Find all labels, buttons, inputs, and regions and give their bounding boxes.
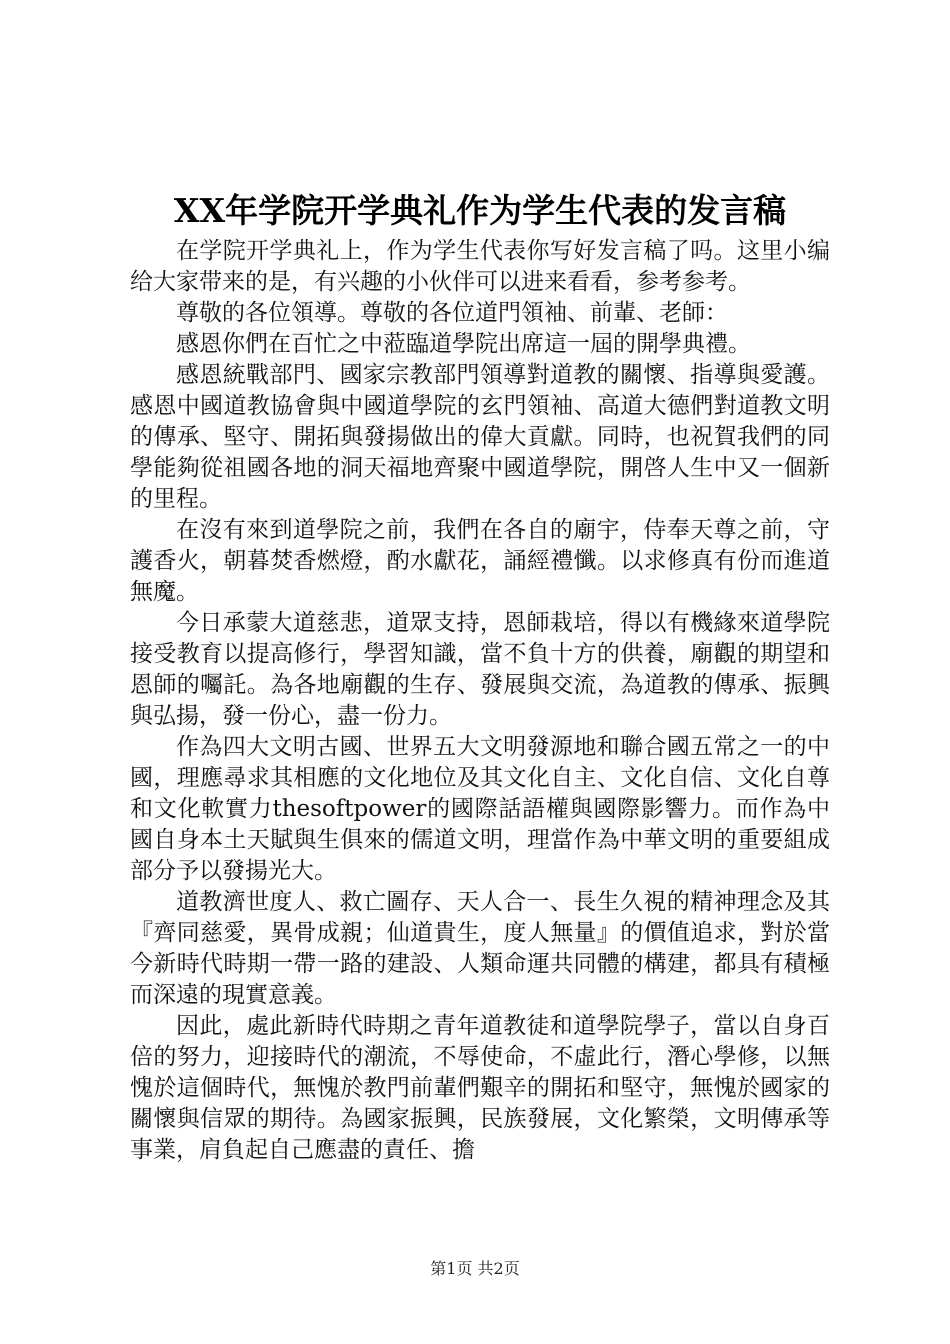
paragraph: 在学院开学典礼上，作为学生代表你写好发言稿了吗。这里小编给大家带来的是，有兴趣的小伙伴可以进来看看，参考参考。 xyxy=(130,238,830,295)
page-footer: 第1页 共2页 xyxy=(430,1259,520,1278)
paragraph: 感恩你們在百忙之中蒞臨道學院出席這一屆的開學典禮。 xyxy=(176,331,751,357)
paragraph: 尊敬的各位領導。尊敬的各位道門領袖、前輩、老師： xyxy=(176,300,728,326)
paragraph: 作為四大文明古國、世界五大文明發源地和聯合國五常之一的中國，理應尋求其相應的文化地位及其文化自主、文化自信、文化自尊和文化軟實力thesoftpower的國際話語權與國際影響力。而作為中國自身本土天賦與生俱來的儒道文明，理當作為中華文明的重要組成部分予以發揚光大。 xyxy=(130,734,830,884)
paragraph: 今日承蒙大道慈悲，道眾支持，恩師栽培，得以有機緣來道學院接受教育以提高修行，學習知識，當不負十方的供養，廟觀的期望和恩師的囑託。為各地廟觀的生存、發展與交流，為道教的傳承、振興與弘揚，發一份心，盡一份力。 xyxy=(130,610,830,729)
document-body xyxy=(130,236,830,1166)
paragraph: 在沒有來到道學院之前，我們在各自的廟宇，侍奉天尊之前，守護香火，朝暮焚香燃燈，酌水獻花，誦經禮懺。以求修真有份而進道無魔。 xyxy=(130,517,830,605)
paragraph: 道教濟世度人、救亡圖存、天人合一、長生久視的精神理念及其『齊同慈愛，異骨成親；仙道貴生，度人無量』的價值追求，對於當今新時代時期一帶一路的建設、人類命運共同體的構建，都具有積極而深遠的現實意義。 xyxy=(130,889,830,1008)
paragraph: 感恩統戰部門、國家宗教部門領導對道教的關懷、指導與愛護。感恩中國道教協會與中國道學院的玄門領袖、高道大德們對道教文明的傳承、堅守、開拓與發揚做出的偉大貢獻。同時，也祝賀我們的同學能夠從祖國各地的洞天福地齊聚中國道學院，開啓人生中又一個新的里程。 xyxy=(130,362,830,512)
paragraph: 因此，處此新時代時期之青年道教徒和道學院學子，當以自身百倍的努力，迎接時代的潮流，不辱使命，不虛此行，潛心學修，以無愧於這個時代，無愧於教門前輩們艱辛的開拓和堅守，無愧於國家的關懷與信眾的期待。為國家振興，民族發展，文化繁榮，文明傳承等事業，肩負起自己應盡的責任、擔 xyxy=(130,1013,830,1163)
document-title: XX年学院开学典礼作为学生代表的发言稿 xyxy=(173,191,787,230)
